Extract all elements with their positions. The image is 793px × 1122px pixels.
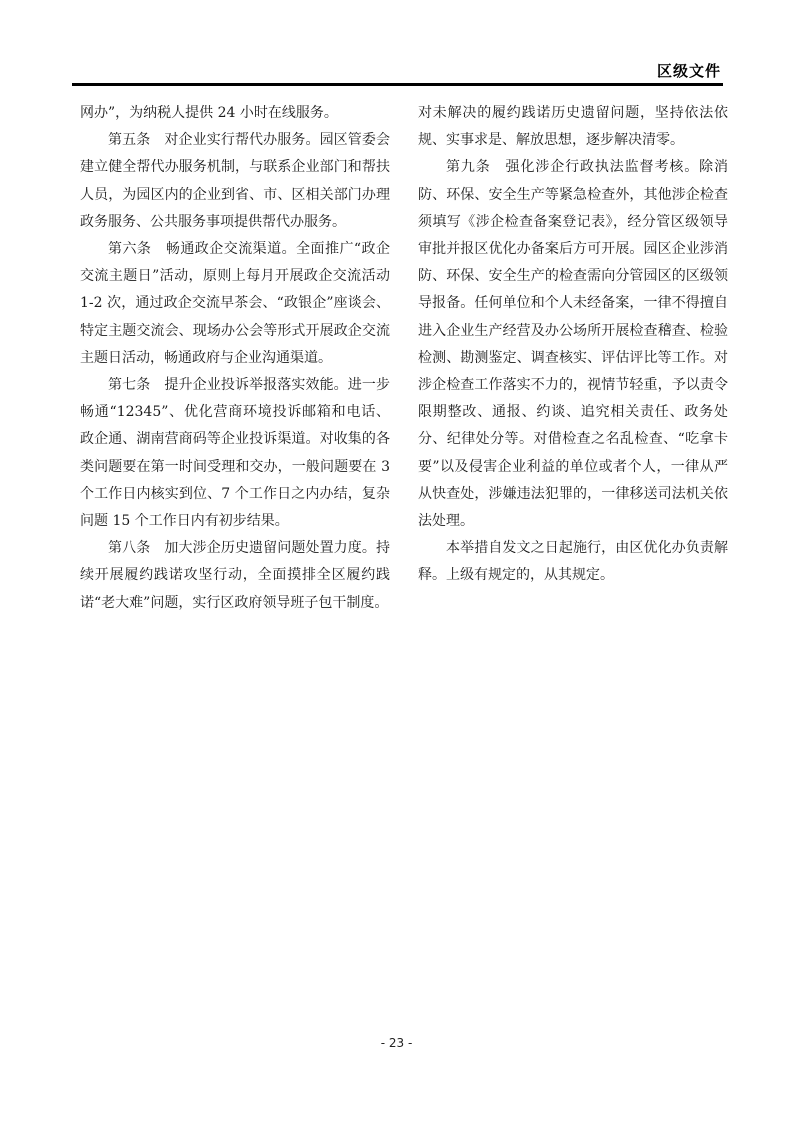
paragraph-effective-clause: 本举措自发文之日起施行，由区优化办负责解释。上级有规定的，从其规定。 <box>418 540 728 584</box>
page-number: - 23 - <box>380 1036 413 1050</box>
left-column <box>80 100 390 617</box>
paragraph-article-9: 第九条 强化涉企行政执法监督考核。除消防、环保、安全生产等紧急检查外，其他涉企检查须填写《涉企检查备案登记表》，经分管区级领导审批并报区优化办备案后方可开展。园区企业涉消防、环保、安全生产的检查需向分管园区的区级领导报备。任何单位和个人未经备案，一律不得擅自进入企业生产经营及办公场所开展检查稽查、检验检测、勘测鉴定、调查核实、评估评比等工作。对涉企检查工作落实不力的，视情节轻重，予以责令限期整改、通报、约谈、追究相关责任、政务处分、纪律处分等。对借检查之名乱检查、“吃拿卡要”以及侵害企业利益的单位或者个人，一律从严从快查处，涉嫌违法犯罪的，一律移送司法机关依法处理。 <box>418 159 728 530</box>
paragraph-continued: 网办”，为纳税人提供 24 小时在线服务。 <box>80 105 338 121</box>
paragraph-article-6: 第六条 畅通政企交流渠道。全面推广“政企交流主题日”活动，原则上每月开展政企交流活动 1-2 次，通过政企交流早茶会、“政银企”座谈会、特定主题交流会、现场办公会等形式开展政企交流主题日活动，畅通政府与企业沟通渠道。 <box>80 241 390 366</box>
paragraph-article-5: 第五条 对企业实行帮代办服务。园区管委会建立健全帮代办服务机制，与联系企业部门和帮扶人员，为园区内的企业到省、市、区相关部门办理政务服务、公共服务事项提供帮代办服务。 <box>80 132 390 230</box>
header-rule <box>72 83 723 86</box>
header-title: 区级文件 <box>656 62 721 80</box>
right-column <box>418 100 728 590</box>
paragraph-article-7: 第七条 提升企业投诉举报落实效能。进一步畅通“12345”、优化营商环境投诉邮箱和电话、政企通、湖南营商码等企业投诉渠道。对收集的各类问题要在第一时间受理和交办，一般问题要在 3 个工作日内核实到位、7 个工作日之内办结，复杂问题 15 个工作日内有初步结果。 <box>80 377 390 530</box>
paragraph-article-8: 第八条 加大涉企历史遗留问题处置力度。持续开展履约践诺攻坚行动，全面摸排全区履约践诺“老大难”问题，实行区政府领导班子包干制度。 <box>80 540 390 611</box>
paragraph-article-8-continued: 对未解决的履约践诺历史遗留问题，坚持依法依规、实事求是、解放思想，逐步解决清零。 <box>418 105 728 149</box>
